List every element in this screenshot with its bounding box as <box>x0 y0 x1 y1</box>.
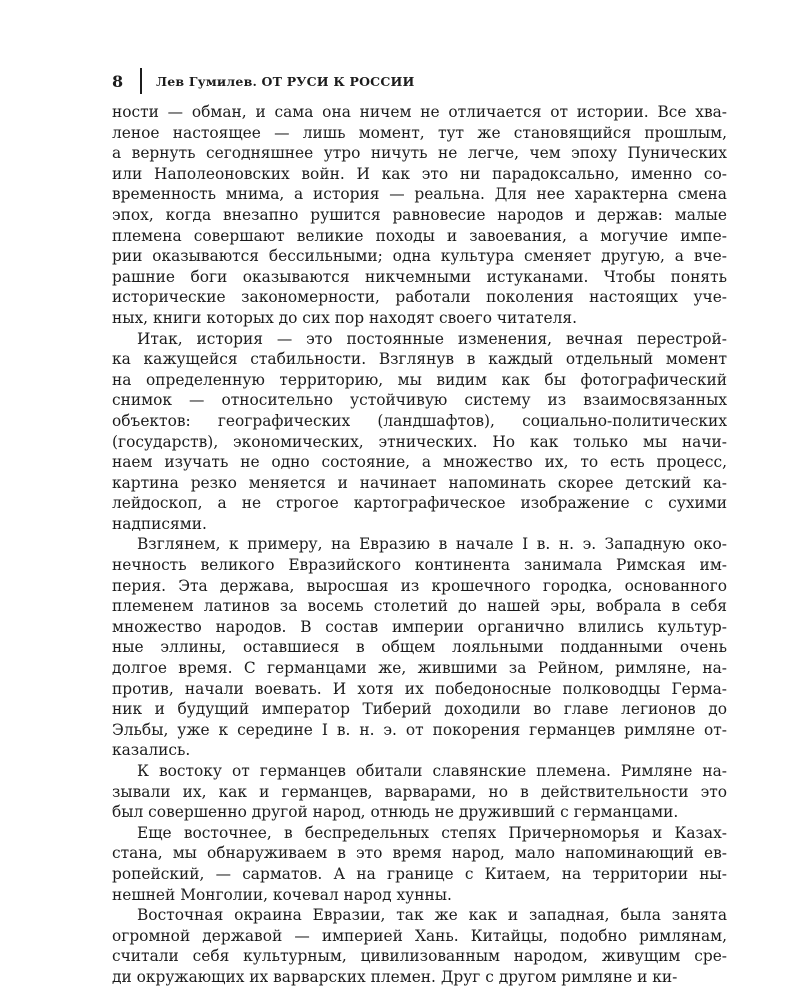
book-page <box>112 68 727 988</box>
text-line: или Наполеоновских войн. И как это ни парадоксально, именно со- <box>112 164 727 183</box>
text-line: считали себя культурным, цивилизованным народом, живущим сре- <box>112 947 727 966</box>
text-line: был совершенно другой народ, отнюдь не друживший с германцами. <box>112 803 679 822</box>
text-line: (государств), экономических, этнических. Но как только мы начи- <box>112 432 727 451</box>
text-line: Итак, история — это постоянные изменения, вечная перестрой- <box>137 329 727 348</box>
text-line: против, начали воевать. И хотя их победоносные полководцы Герма- <box>112 679 727 698</box>
text-line: рашние боги оказываются никчемными истуканами. Чтобы понять <box>112 267 727 286</box>
text-line: снимок — относительно устойчивую систему из взаимосвязанных <box>112 391 727 410</box>
text-line: К востоку от германцев обитали славянские племена. Римляне на- <box>137 762 727 780</box>
text-line: картина резко меняется и начинает напоминать скорее детский ка- <box>112 473 727 492</box>
text-line: племенем латинов за восемь столетий до нашей эры, вобрала в себя <box>112 597 727 616</box>
text-line: ропейский, — сарматов. А на границе с Китаем, на территории ны- <box>112 864 727 883</box>
paragraph <box>112 823 727 905</box>
text-line: объектов: географических (ландшафтов), социально-политических <box>112 411 727 430</box>
text-line: временность мнима, а история — реальна. Для нее характерна смена <box>112 185 727 204</box>
paragraph <box>112 102 727 329</box>
text-line: перия. Эта держава, выросшая из крошечного городка, основанного <box>112 576 727 595</box>
paragraph <box>112 761 727 823</box>
page-number: 8 <box>112 71 124 91</box>
text-line: множество народов. В состав империи органично влились культур- <box>112 617 727 636</box>
text-line: ных, книги которых до сих пор находят своего читателя. <box>112 308 577 327</box>
text-line: нешней Монголии, кочевал народ хунны. <box>112 885 452 904</box>
text-line: эпох, когда внезапно рушится равновесие народов и держав: малые <box>112 205 727 224</box>
text-line: рии оказываются бессильными; одна культура сменяет другую, а вче- <box>112 247 727 266</box>
text-line: ди окружающих их варварских племен. Друг с другом римляне и ки- <box>112 967 678 986</box>
text-line: а вернуть сегодняшнее утро ничуть не легче, чем эпоху Пунических <box>112 144 727 163</box>
header-divider <box>140 68 142 94</box>
text-line: Взглянем, к примеру, на Евразию в начале I в. н. э. Западную око- <box>137 535 727 554</box>
text-line: зывали их, как и германцев, варварами, но в действительности это <box>112 782 727 801</box>
running-header <box>112 68 727 94</box>
text-line: Эльбы, уже к середине I в. н. э. от покорения германцев римляне от- <box>112 720 727 739</box>
body-text <box>112 102 727 988</box>
paragraph <box>112 329 727 535</box>
text-line: ка кажущейся стабильности. Взглянув в каждый отдельный момент <box>112 350 727 369</box>
text-line: долгое время. С германцами же, жившими за Рейном, римляне, на- <box>112 659 727 678</box>
text-line: на определенную территорию, мы видим как бы фотографический <box>112 370 727 389</box>
text-line: племена совершают великие походы и завоевания, а могучие импе- <box>112 226 727 245</box>
text-line: Еще восточнее, в беспредельных степях Причерноморья и Казах- <box>137 823 727 842</box>
text-line: надписями. <box>112 514 207 533</box>
text-line: наем изучать не одно состояние, а множество их, то есть процесс, <box>112 453 727 472</box>
text-line: ности — обман, и сама она ничем не отличается от истории. Все хва- <box>112 103 727 121</box>
text-line: исторические закономерности, работали поколения настоящих уче- <box>112 288 727 307</box>
text-line: Восточная окраина Евразии, так же как и западная, была занята <box>137 906 727 925</box>
text-line: леное настоящее — лишь момент, тут же становящийся прошлым, <box>112 123 727 142</box>
text-line: стана, мы обнаруживаем в это время народ, мало напоминающий ев- <box>112 844 727 863</box>
text-line: ник и будущий император Тиберий доходили во главе легионов до <box>112 700 727 719</box>
text-line: огромной державой — империей Хань. Китайцы, подобно римлянам, <box>112 926 727 945</box>
text-line: лейдоскоп, а не строгое картографическое изображение с сухими <box>112 494 727 513</box>
paragraph <box>112 905 727 987</box>
book-title: Лев Гумилев. ОТ РУСИ К РОССИИ <box>156 73 415 89</box>
text-line: нечность великого Евразийского континента занимала Римская им- <box>112 556 727 575</box>
text-line: ные эллины, оставшиеся в общем лояльными подданными очень <box>112 638 727 657</box>
text-line: казались. <box>112 741 191 760</box>
paragraph <box>112 534 727 761</box>
